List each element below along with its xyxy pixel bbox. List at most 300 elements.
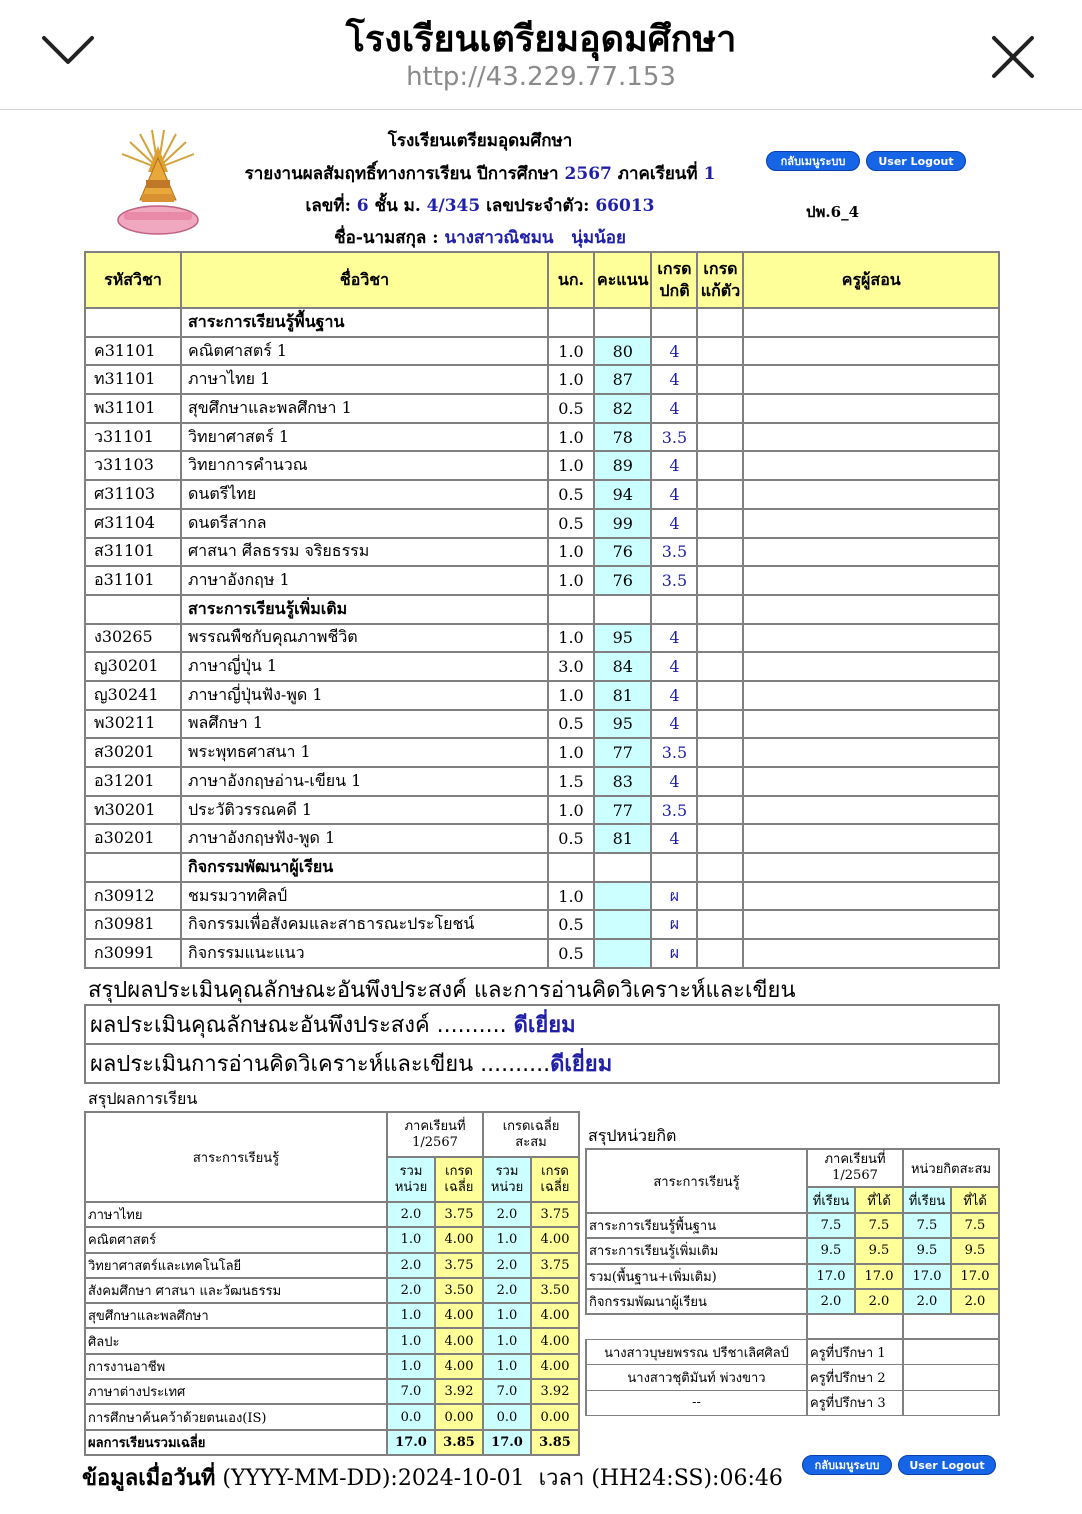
cell-subject: วิทยาศาสตร์ 1 (181, 423, 548, 452)
advisor-role: ครูที่ปรึกษา 2 (807, 1365, 903, 1390)
cell-code: พ30211 (85, 710, 181, 739)
cell-empty (697, 853, 743, 882)
cell-teacher (743, 423, 999, 452)
cell-credit: 0.5 (548, 939, 594, 968)
cell-code: ก30991 (85, 939, 181, 968)
cell-grade: 3.5 (651, 538, 697, 567)
cell-credit: 1.0 (548, 624, 594, 653)
cell-subject: ดนตรีไทย (181, 480, 548, 509)
cell-score (594, 939, 651, 968)
cell-grade: 4 (651, 824, 697, 853)
table-row (85, 337, 999, 366)
evaluation-title: สรุปผลประเมินคุณลักษณะอันพึงประสงค์ และการอ่านคิดวิเคราะห์และเขียน (88, 978, 796, 1003)
cell-teacher (743, 538, 999, 567)
col-score: คะแนน (594, 252, 651, 308)
summary-header: สาระการเรียนรู้ ภาคเรียนที่ 1/2567 เกรดเฉลี่ย สะสม (85, 1112, 579, 1157)
cell-subject: ภาษาญี่ปุ่นฟัง-พูด 1 (181, 681, 548, 710)
academic-year: 2567 (564, 164, 612, 184)
logout-button-bottom[interactable]: User Logout (898, 1455, 996, 1475)
school-emblem (110, 128, 206, 240)
cell-score: 76 (594, 566, 651, 595)
cell-subject: ภาษาญี่ปุ่น 1 (181, 652, 548, 681)
cell-credit: 0.5 (548, 480, 594, 509)
group-label: สาระการเรียนรู้เพิ่มเติม (181, 595, 548, 624)
cell-grade: 4 (651, 710, 697, 739)
table-row (85, 509, 999, 538)
cell-score: 99 (594, 509, 651, 538)
summary-units-term: 1.0 (387, 1303, 435, 1328)
cell-grade-fix (697, 710, 743, 739)
close-icon[interactable] (990, 34, 1036, 80)
term-number: 1 (703, 164, 716, 184)
cell-teacher (743, 509, 999, 538)
summary-area: การงานอาชีพ (85, 1354, 387, 1379)
cell-subject: ประวัติวรรณคดี 1 (181, 796, 548, 825)
credits-cum-got: 17.0 (951, 1264, 999, 1289)
summary-gpa-cum: 4.00 (531, 1328, 579, 1353)
cell-teacher (743, 796, 999, 825)
cell-empty (548, 308, 594, 337)
summary-table: สาระการเรียนรู้ ภาคเรียนที่ 1/2567 เกรดเฉลี่ย สะสม รวม หน่วย เกรด เฉลี่ย รวม หน่วย เกรด เฉลี่ย ภาษาไทย 2.0 3.75 2.0 3.75 คณิตศาสตร์ 1.0 4.00 1.0 4.00 วิทยาศาสตร์และเทคโนโลยี 2.0 3.75 2.0 3.75 สังคมศึกษา ศาสนา และวัฒนธรรม 2.0 3.50 2.0 3.50 สุขศึกษาและพลศึกษา 1.0 4.00 1.0 4.00 ศิลปะ 1.0 4.00 1.0 4.00 การงานอาชีพ 1.0 4.00 1.0 4.00 ภาษาต่างประเทศ 7.0 3.92 7.0 3.92 การศึกษาค้นคว้าด้วยตนเอง(IS) 0.0 0.00 0.0 0.00 ผลการเรียนรวมเฉลี่ย 17.0 3.85 17.0 3.85 (84, 1111, 580, 1456)
trait-value: ดีเยี่ยม (513, 1013, 576, 1038)
summary-gpa-term: 4.00 (435, 1328, 483, 1353)
cell-score: 77 (594, 738, 651, 767)
cell-teacher (743, 767, 999, 796)
summary-row (85, 1253, 579, 1278)
cell-empty (743, 853, 999, 882)
credits-cum-got: 9.5 (951, 1238, 999, 1263)
cell-grade-fix (697, 394, 743, 423)
cell-credit: 1.0 (548, 423, 594, 452)
summary-gpa-cum: 3.92 (531, 1379, 579, 1404)
summary-units-term: 2.0 (387, 1253, 435, 1278)
cell-score: 84 (594, 652, 651, 681)
summary-gpa-term: 3.85 (435, 1430, 483, 1455)
cell-grade-fix (697, 796, 743, 825)
credits-row (586, 1264, 999, 1289)
cell-empty (651, 853, 697, 882)
school-name: โรงเรียนเตรียมอุดมศึกษา (387, 131, 573, 151)
advisor-row (586, 1390, 999, 1415)
cell-code: ท30201 (85, 796, 181, 825)
cell-empty (594, 853, 651, 882)
credits-cum-study: 7.5 (903, 1213, 951, 1238)
reading-label: ผลประเมินการอ่านคิดวิเคราะห์และเขียน .......... (90, 1052, 551, 1077)
cell-empty (651, 595, 697, 624)
cell-score: 89 (594, 451, 651, 480)
cell-subject: ชมรมวาทศิลป์ (181, 882, 548, 911)
cell-score: 78 (594, 423, 651, 452)
cell-credit: 1.0 (548, 566, 594, 595)
summary-gpa-cum: 3.85 (531, 1430, 579, 1455)
summary-row (85, 1303, 579, 1328)
cell-grade: 3.5 (651, 796, 697, 825)
credits-spacer (586, 1314, 999, 1339)
cell-empty (548, 853, 594, 882)
cell-credit: 1.0 (548, 681, 594, 710)
cell-credit: 1.0 (548, 738, 594, 767)
summary-gpa-cum: 4.00 (531, 1227, 579, 1252)
group-row (85, 853, 999, 882)
summary-area: ศิลปะ (85, 1328, 387, 1353)
cell-code: ท31101 (85, 365, 181, 394)
summary-units-cum: 1.0 (483, 1303, 531, 1328)
cell-grade-fix (697, 738, 743, 767)
student-id: 66013 (595, 196, 655, 216)
cell-credit: 0.5 (548, 824, 594, 853)
summary-row (85, 1278, 579, 1303)
cell-subject: ศาสนา ศีลธรรม จริยธรรม (181, 538, 548, 567)
summary-units-term: 2.0 (387, 1202, 435, 1227)
cell-grade: 4 (651, 509, 697, 538)
cell-grade: 4 (651, 365, 697, 394)
cell-code: ญ30241 (85, 681, 181, 710)
summary-units-term: 17.0 (387, 1430, 435, 1455)
cell-subject: ภาษาอังกฤษฟัง-พูด 1 (181, 824, 548, 853)
cell-score: 76 (594, 538, 651, 567)
cell-grade: 4 (651, 652, 697, 681)
cell-code (85, 595, 181, 624)
credits-area: กิจกรรมพัฒนาผู้เรียน (586, 1289, 807, 1314)
cell-code (85, 308, 181, 337)
credits-row (586, 1289, 999, 1314)
cell-grade-fix (697, 423, 743, 452)
cell-credit: 1.0 (548, 337, 594, 366)
table-row (85, 824, 999, 853)
table-row (85, 480, 999, 509)
cell-grade-fix (697, 566, 743, 595)
cell-empty (743, 308, 999, 337)
credits-row (586, 1213, 999, 1238)
cell-grade: 4 (651, 480, 697, 509)
cell-code: ก30981 (85, 910, 181, 939)
table-row (85, 882, 999, 911)
cell-empty (743, 595, 999, 624)
summary-units-cum: 17.0 (483, 1430, 531, 1455)
credits-term-got: 2.0 (855, 1289, 903, 1314)
cell-credit: 1.0 (548, 365, 594, 394)
cell-credit: 1.0 (548, 882, 594, 911)
credits-row (586, 1238, 999, 1263)
summary-units-term: 1.0 (387, 1328, 435, 1353)
summary-units-cum: 0.0 (483, 1404, 531, 1429)
advisor-row (586, 1365, 999, 1390)
cell-code: ว31101 (85, 423, 181, 452)
cell-credit: 1.0 (548, 451, 594, 480)
cell-grade: ผ (651, 939, 697, 968)
cell-grade-fix (697, 365, 743, 394)
summary-gpa-cum: 3.50 (531, 1278, 579, 1303)
trait-evaluation-row (85, 1005, 999, 1044)
summary-gpa-term: 4.00 (435, 1303, 483, 1328)
summary-row (85, 1404, 579, 1429)
cell-grade: 4 (651, 624, 697, 653)
summary-area: ภาษาต่างประเทศ (85, 1379, 387, 1404)
credits-term-study: 2.0 (807, 1289, 855, 1314)
advisor-name: -- (586, 1390, 807, 1415)
credits-term-got: 9.5 (855, 1238, 903, 1263)
cell-teacher (743, 624, 999, 653)
table-row (85, 939, 999, 968)
cell-teacher (743, 566, 999, 595)
logout-button[interactable]: User Logout (866, 151, 966, 171)
credits-area: สาระการเรียนรู้พื้นฐาน (586, 1213, 807, 1238)
cell-grade-fix (697, 624, 743, 653)
credits-cum-study: 17.0 (903, 1264, 951, 1289)
col-grade-normal: เกรด ปกติ (651, 252, 697, 308)
cell-credit: 3.0 (548, 652, 594, 681)
cell-subject: ดนตรีสากล (181, 509, 548, 538)
data-timestamp: ข้อมูลเมื่อวันที่ (YYYY-MM-DD):2024-10-01 เวลา (HH24:SS):06:46 (82, 1465, 783, 1491)
summary-gpa-cum: 3.75 (531, 1253, 579, 1278)
cell-score: 94 (594, 480, 651, 509)
cell-grade: 4 (651, 767, 697, 796)
cell-credit: 1.0 (548, 796, 594, 825)
summary-units-cum: 2.0 (483, 1253, 531, 1278)
cell-grade: 3.5 (651, 423, 697, 452)
cell-score: 95 (594, 624, 651, 653)
grade-table-header (85, 252, 999, 308)
summary-row (85, 1202, 579, 1227)
cell-teacher (743, 710, 999, 739)
advisor-name: นางสาวชุติมันท์ พ่วงขาว (586, 1365, 807, 1390)
credits-term-got: 7.5 (855, 1213, 903, 1238)
cell-score: 87 (594, 365, 651, 394)
cell-score: 77 (594, 796, 651, 825)
cell-code: อ31101 (85, 566, 181, 595)
student-class: 4/345 (426, 196, 481, 216)
credits-cum-study: 2.0 (903, 1289, 951, 1314)
summary-gpa-term: 3.50 (435, 1278, 483, 1303)
summary-units-term: 2.0 (387, 1278, 435, 1303)
summary-area: สังคมศึกษา ศาสนา และวัฒนธรรม (85, 1278, 387, 1303)
student-name: นางสาวณิชมน นุ่มน้อย (444, 228, 626, 248)
cell-grade-fix (697, 480, 743, 509)
advisor-row (586, 1339, 999, 1364)
cell-subject: พรรณพืชกับคุณภาพชีวิต (181, 624, 548, 653)
trait-label: ผลประเมินคุณลักษณะอันพึงประสงค์ .......... (90, 1013, 507, 1038)
cell-credit: 1.5 (548, 767, 594, 796)
summary-units-cum: 2.0 (483, 1278, 531, 1303)
table-row (85, 566, 999, 595)
cell-code: พ31101 (85, 394, 181, 423)
table-row (85, 710, 999, 739)
table-row (85, 538, 999, 567)
advisor-role: ครูที่ปรึกษา 3 (807, 1390, 903, 1415)
summary-units-cum: 7.0 (483, 1379, 531, 1404)
summary-gpa-term: 3.92 (435, 1379, 483, 1404)
cell-score: 81 (594, 681, 651, 710)
col-subject: ชื่อวิชา (181, 252, 548, 308)
summary-gpa-term: 3.75 (435, 1253, 483, 1278)
summary-units-term: 1.0 (387, 1354, 435, 1379)
summary-gpa-term: 4.00 (435, 1227, 483, 1252)
cell-subject: พระพุทธศาสนา 1 (181, 738, 548, 767)
summary-row (85, 1227, 579, 1252)
cell-code: ส31101 (85, 538, 181, 567)
cell-empty (594, 308, 651, 337)
cell-code: อ31201 (85, 767, 181, 796)
cell-teacher (743, 365, 999, 394)
summary-area: ผลการเรียนรวมเฉลี่ย (85, 1430, 387, 1455)
summary-row (85, 1328, 579, 1353)
student-name-line: ชื่อ-นามสกุล : นางสาวณิชมน นุ่มน้อย (334, 228, 626, 248)
col-credit: นก. (548, 252, 594, 308)
cell-code: ก30912 (85, 882, 181, 911)
cell-code (85, 853, 181, 882)
summary-gpa-term: 3.75 (435, 1202, 483, 1227)
cell-credit: 0.5 (548, 910, 594, 939)
cell-teacher (743, 681, 999, 710)
summary-area: สุขศึกษาและพลศึกษา (85, 1303, 387, 1328)
cell-grade-fix (697, 910, 743, 939)
back-to-menu-button[interactable]: กลับเมนูระบบ (766, 151, 860, 171)
cell-code: อ30201 (85, 824, 181, 853)
summary-row (85, 1354, 579, 1379)
credits-cum-got: 2.0 (951, 1289, 999, 1314)
cell-code: ค31101 (85, 337, 181, 366)
cell-subject: พลศึกษา 1 (181, 710, 548, 739)
summary-gpa-term: 4.00 (435, 1354, 483, 1379)
summary-area: การศึกษาค้นคว้าด้วยตนเอง(IS) (85, 1404, 387, 1429)
cell-subject: คณิตศาสตร์ 1 (181, 337, 548, 366)
cell-grade-fix (697, 767, 743, 796)
cell-score: 83 (594, 767, 651, 796)
table-row (85, 365, 999, 394)
col-grade-fix: เกรด แก้ตัว (697, 252, 743, 308)
cell-credit: 0.5 (548, 394, 594, 423)
cell-code: ศ31104 (85, 509, 181, 538)
cell-grade-fix (697, 337, 743, 366)
table-row (85, 394, 999, 423)
cell-grade-fix (697, 681, 743, 710)
report-title: รายงานผลสัมฤทธิ์ทางการเรียน ปีการศึกษา 2567 ภาคเรียนที่ 1 (244, 164, 716, 184)
reading-value: ดีเยี่ยม (550, 1052, 613, 1077)
grade-table-body (85, 308, 999, 968)
evaluation-table (84, 1004, 1000, 1084)
col-code: รหัสวิชา (85, 252, 181, 308)
reading-evaluation-row (85, 1044, 999, 1083)
advisor-name: นางสาวบุษยพรรณ ปรีชาเลิศศิลป์ (586, 1339, 807, 1364)
cell-score: 95 (594, 710, 651, 739)
cell-score: 80 (594, 337, 651, 366)
cell-subject: กิจกรรมเพื่อสังคมและสาธารณะประโยชน์ (181, 910, 548, 939)
credits-area: รวม(พื้นฐาน+เพิ่มเติม) (586, 1264, 807, 1289)
cell-code: ว31103 (85, 451, 181, 480)
cell-empty (651, 308, 697, 337)
cell-score: 82 (594, 394, 651, 423)
cell-credit: 0.5 (548, 710, 594, 739)
summary-area: คณิตศาสตร์ (85, 1227, 387, 1252)
cell-score (594, 910, 651, 939)
table-row (85, 796, 999, 825)
table-row (85, 652, 999, 681)
cell-grade: 4 (651, 337, 697, 366)
credits-term-got: 17.0 (855, 1264, 903, 1289)
group-row (85, 595, 999, 624)
summary-area-header: สาระการเรียนรู้ (85, 1112, 387, 1202)
summary-gpa-cum: 3.75 (531, 1202, 579, 1227)
cell-subject: ภาษาอังกฤษ 1 (181, 566, 548, 595)
back-to-menu-button-bottom[interactable]: กลับเมนูระบบ (802, 1455, 892, 1475)
cell-teacher (743, 451, 999, 480)
cell-subject: ภาษาอังกฤษอ่าน-เขียน 1 (181, 767, 548, 796)
cell-grade: 3.5 (651, 566, 697, 595)
credits-area-header: สาระการเรียนรู้ (586, 1149, 807, 1213)
table-row (85, 423, 999, 452)
cell-grade: ผ (651, 910, 697, 939)
cell-subject: ภาษาไทย 1 (181, 365, 548, 394)
cell-grade: ผ (651, 882, 697, 911)
summary-caption: สรุปผลการเรียน (88, 1089, 198, 1108)
cell-grade: 4 (651, 394, 697, 423)
col-teacher: ครูผู้สอน (743, 252, 999, 308)
cell-empty (697, 595, 743, 624)
cell-grade-fix (697, 451, 743, 480)
group-label: กิจกรรมพัฒนาผู้เรียน (181, 853, 548, 882)
cell-subject: สุขศึกษาและพลศึกษา 1 (181, 394, 548, 423)
credits-term-study: 9.5 (807, 1238, 855, 1263)
cell-grade-fix (697, 939, 743, 968)
summary-units-term: 7.0 (387, 1379, 435, 1404)
cell-code: ส30201 (85, 738, 181, 767)
summary-units-term: 0.0 (387, 1404, 435, 1429)
cell-teacher (743, 910, 999, 939)
credits-term-study: 7.5 (807, 1213, 855, 1238)
table-row (85, 738, 999, 767)
summary-units-cum: 1.0 (483, 1328, 531, 1353)
summary-units-cum: 1.0 (483, 1354, 531, 1379)
group-row (85, 308, 999, 337)
student-number: 6 (356, 196, 369, 216)
group-label: สาระการเรียนรู้พื้นฐาน (181, 308, 548, 337)
cell-teacher (743, 824, 999, 853)
student-info: เลขที่: 6 ชั้น ม. 4/345 เลขประจำตัว: 66013 (305, 196, 655, 216)
browser-url[interactable]: http://43.229.77.153 (406, 62, 676, 92)
cell-credit: 1.0 (548, 538, 594, 567)
cell-score (594, 882, 651, 911)
summary-gpa-term: 0.00 (435, 1404, 483, 1429)
credits-table: สาระการเรียนรู้ ภาคเรียนที่ 1/2567 หน่วยกิตสะสม ที่เรียน ที่ได้ ที่เรียน ที่ได้ สาระการเรียนรู้พื้นฐาน 7.5 7.5 7.5 7.5 สาระการเรียนรู้เพิ่มเติม 9.5 9.5 9.5 9.5 รวม(พื้นฐาน+เพิ่มเติม) 17.0 17.0 17.0 17.0 กิจกรรมพัฒนาผู้เรียน 2.0 2.0 2.0 2.0 นางสาวบุษยพรรณ ปรีชาเลิศศิลป์ ครูที่ปรึกษา 1 นางสาวชุติมันท์ พ่วงขาว ครูที่ปรึกษา 2 -- ครูที่ปรึกษา 3 (585, 1148, 1000, 1416)
cell-grade: 4 (651, 681, 697, 710)
cell-grade: 3.5 (651, 738, 697, 767)
credits-cum-study: 9.5 (903, 1238, 951, 1263)
cell-grade-fix (697, 538, 743, 567)
cell-empty (594, 595, 651, 624)
credits-area: สาระการเรียนรู้เพิ่มเติม (586, 1238, 807, 1263)
advisor-role: ครูที่ปรึกษา 1 (807, 1339, 903, 1364)
form-code: ปพ.6_4 (806, 203, 860, 221)
table-row (85, 767, 999, 796)
cell-grade: 4 (651, 451, 697, 480)
credits-term-study: 17.0 (807, 1264, 855, 1289)
cell-teacher (743, 882, 999, 911)
cell-credit: 0.5 (548, 509, 594, 538)
summary-units-cum: 2.0 (483, 1202, 531, 1227)
credits-cum-got: 7.5 (951, 1213, 999, 1238)
cell-teacher (743, 652, 999, 681)
summary-units-cum: 1.0 (483, 1227, 531, 1252)
cell-teacher (743, 480, 999, 509)
summary-gpa-cum: 0.00 (531, 1404, 579, 1429)
grade-table (84, 251, 1000, 969)
cell-subject: กิจกรรมแนะแนว (181, 939, 548, 968)
browser-bar (0, 0, 1082, 110)
summary-row (85, 1379, 579, 1404)
summary-area: ภาษาไทย (85, 1202, 387, 1227)
cell-teacher (743, 939, 999, 968)
cell-code: ญ30201 (85, 652, 181, 681)
